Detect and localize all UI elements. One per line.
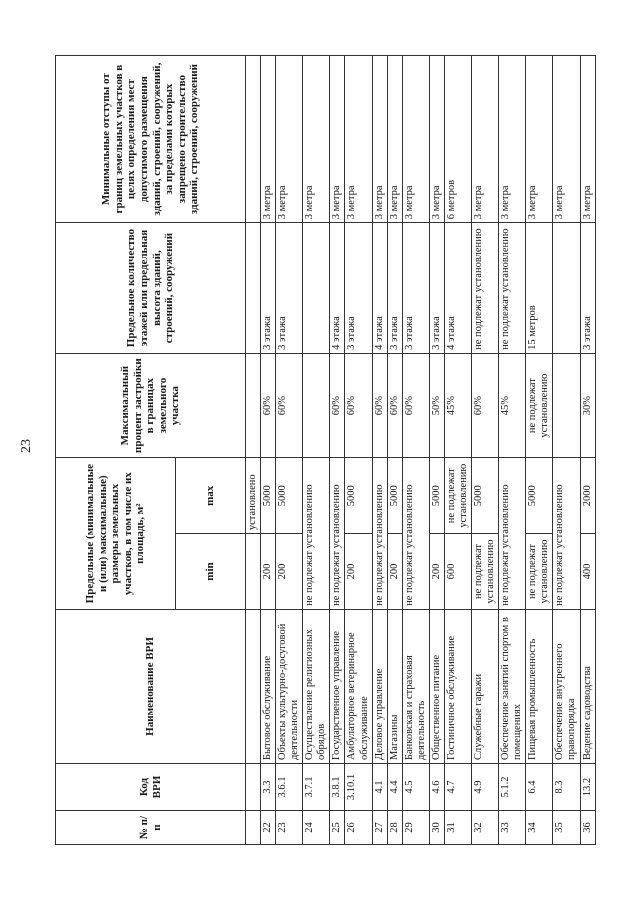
cell-name: Обеспечение внутреннего правопорядка	[553, 609, 580, 763]
cell-pct: 50%	[429, 353, 444, 458]
cell-max: 2000	[580, 458, 595, 534]
cell-code: 5.1.2	[499, 764, 526, 811]
cell-name: Служебные гаражи	[472, 609, 499, 763]
table-row-continuation	[246, 56, 261, 845]
header-size	[56, 458, 176, 610]
header-setbacks: Минимальные отступы от границ земельных участков в целях определения мест допустимого размещения зданий, строений, сооружений, за пределами которых запрещено строительство зданий, строений, сооружений	[56, 56, 246, 223]
cell-n: 33	[499, 811, 526, 845]
cell-n: 24	[303, 811, 330, 845]
cell-setback: 3 метра	[345, 56, 372, 223]
cell-floors: 3 этажа	[402, 223, 429, 354]
table-row	[499, 56, 526, 845]
cell-n: 22	[261, 811, 276, 845]
cell-n: 35	[553, 811, 580, 845]
header-floors: Предельное количество этажей или предельная высота зданий, строений, сооружений	[56, 223, 246, 354]
cell-min: 200	[429, 534, 444, 610]
table-body	[246, 56, 596, 845]
cell-floors: 3 этажа	[429, 223, 444, 354]
cell-max: 5000	[387, 458, 402, 534]
cell-floors: 3 этажа	[580, 223, 595, 354]
cell-floors: не подлежат установлению	[499, 223, 526, 354]
cell-min: не подлежат установлению	[472, 534, 499, 610]
cell-max: 5000	[429, 458, 444, 534]
table-row	[330, 56, 345, 845]
cell-minmax: не подлежат установлению	[402, 458, 429, 610]
cell-name: Гостиничное обслуживание	[444, 609, 471, 763]
page-number: 23	[19, 439, 34, 453]
cell-code: 4.5	[402, 764, 429, 811]
cell-floors: не подлежат установлению	[472, 223, 499, 354]
cell-name: Общественное питание	[429, 609, 444, 763]
cell-floors: 3 этажа	[345, 223, 372, 354]
table-row	[472, 56, 499, 845]
cell-code: 3.3	[261, 764, 276, 811]
cell-setback: 3 метра	[330, 56, 345, 223]
table-row	[526, 56, 553, 845]
cell-pct	[553, 353, 580, 458]
cell-pct: 60%	[345, 353, 372, 458]
table-row	[387, 56, 402, 845]
cell-min: 200	[387, 534, 402, 610]
cell-n: 34	[526, 811, 553, 845]
cell-setback: 3 метра	[472, 56, 499, 223]
cell-max: 5000	[276, 458, 303, 534]
cell-setback: 3 метра	[261, 56, 276, 223]
cell-n: 36	[580, 811, 595, 845]
cell-floors	[553, 223, 580, 354]
cell-setback: 3 метра	[387, 56, 402, 223]
header-name: Наименование ВРИ	[56, 609, 246, 763]
cell-floors: 3 этажа	[276, 223, 303, 354]
table-row	[553, 56, 580, 845]
vri-parameters-table	[55, 55, 596, 845]
cell-n: 31	[444, 811, 471, 845]
cell-setback: 3 метра	[303, 56, 330, 223]
cell-n: 32	[472, 811, 499, 845]
continuation-text: установлено	[246, 458, 261, 534]
cell-pct: 45%	[444, 353, 471, 458]
cell-code: 3.6.1	[276, 764, 303, 811]
cell-name: Амбулаторное ветеринарное обслуживание	[345, 609, 372, 763]
table-row	[345, 56, 372, 845]
header-code: Код ВРИ	[56, 764, 246, 811]
cell-minmax: не подлежат установлению	[499, 458, 526, 610]
cell-min: 200	[276, 534, 303, 610]
cell-n: 30	[429, 811, 444, 845]
cell-code: 4.4	[387, 764, 402, 811]
cell-name: Деловое управление	[372, 609, 387, 763]
cell-floors: 4 этажа	[372, 223, 387, 354]
header-num: № п/п	[56, 811, 246, 845]
cell-setback: 3 метра	[553, 56, 580, 223]
table-row	[276, 56, 303, 845]
cell-code: 3.7.1	[303, 764, 330, 811]
cell-code: 4.1	[372, 764, 387, 811]
table-row	[580, 56, 595, 845]
cell-n: 26	[345, 811, 372, 845]
cell-min: 600	[444, 534, 471, 610]
table-header-row	[56, 56, 176, 845]
cell-pct: не подлежат установлению	[526, 353, 553, 458]
cell-name: Обеспечение занятий спортом в помещениях	[499, 609, 526, 763]
cell-max: 5000	[261, 458, 276, 534]
cell-min: 400	[580, 534, 595, 610]
cell-max: 5000	[526, 458, 553, 534]
cell-setback: 3 метра	[429, 56, 444, 223]
table-row	[429, 56, 444, 845]
cell-name: Бытовое обслуживание	[261, 609, 276, 763]
cell-setback: 6 метров	[444, 56, 471, 223]
cell-n: 27	[372, 811, 387, 845]
cell-minmax: не подлежат установлению	[553, 458, 580, 610]
cell-minmax: не подлежат установлению	[330, 458, 345, 610]
cell-setback: 3 метра	[276, 56, 303, 223]
cell-name: Банковская и страховая деятельность	[402, 609, 429, 763]
cell-pct: 60%	[276, 353, 303, 458]
cell-n: 23	[276, 811, 303, 845]
cell-floors: 4 этажа	[330, 223, 345, 354]
cell-max: 5000	[472, 458, 499, 534]
cell-minmax: не подлежат установлению	[303, 458, 330, 610]
cell-code: 3.10.1	[345, 764, 372, 811]
header-max: max	[176, 458, 246, 534]
cell-pct: 60%	[261, 353, 276, 458]
cell-max: не подлежат установлению	[444, 458, 471, 534]
cell-name: Ведение садоводства	[580, 609, 595, 763]
cell-code: 3.8.1	[330, 764, 345, 811]
cell-pct: 60%	[402, 353, 429, 458]
cell-name: Объекты культурно-досуговой деятельности	[276, 609, 303, 763]
table-row	[303, 56, 330, 845]
cell-code: 13.2	[580, 764, 595, 811]
cell-pct: 60%	[330, 353, 345, 458]
cell-setback: 3 метра	[526, 56, 553, 223]
cell-name: Осуществление религиозных обрядов	[303, 609, 330, 763]
table-row	[372, 56, 387, 845]
cell-pct: 60%	[472, 353, 499, 458]
cell-floors	[303, 223, 330, 354]
cell-code: 6.4	[526, 764, 553, 811]
cell-pct: 60%	[387, 353, 402, 458]
cell-code: 4.9	[472, 764, 499, 811]
cell-pct: 60%	[372, 353, 387, 458]
cell-n: 25	[330, 811, 345, 845]
cell-code: 4.7	[444, 764, 471, 811]
cell-setback: 3 метра	[580, 56, 595, 223]
cell-name: Государственное управление	[330, 609, 345, 763]
cell-floors: 3 этажа	[387, 223, 402, 354]
cell-code: 8.3	[553, 764, 580, 811]
cell-min: 200	[345, 534, 372, 610]
cell-n: 29	[402, 811, 429, 845]
cell-floors: 15 метров	[526, 223, 553, 354]
cell-setback: 3 метра	[372, 56, 387, 223]
cell-name: Пищевая промышленность	[526, 609, 553, 763]
cell-min: 200	[261, 534, 276, 610]
header-min: min	[176, 534, 246, 610]
header-size-text: Предельные (минимальные и (или) максимальные) размеры земельных участков, в том числе их площадь, м²	[83, 463, 147, 604]
cell-max: 5000	[345, 458, 372, 534]
header-percent: Максимальный процент застройки в границах земельного участка	[56, 353, 246, 458]
table-row	[261, 56, 276, 845]
cell-pct: 30%	[580, 353, 595, 458]
table-row	[402, 56, 429, 845]
cell-setback: 3 метра	[499, 56, 526, 223]
cell-floors: 4 этажа	[444, 223, 471, 354]
cell-code: 4.6	[429, 764, 444, 811]
cell-pct: 45%	[499, 353, 526, 458]
table-row	[444, 56, 471, 845]
cell-min: не подлежат установлению	[526, 534, 553, 610]
cell-floors: 3 этажа	[261, 223, 276, 354]
cell-pct	[303, 353, 330, 458]
cell-minmax: не подлежат установлению	[372, 458, 387, 610]
cell-n: 28	[387, 811, 402, 845]
cell-name: Магазины	[387, 609, 402, 763]
cell-setback: 3 метра	[402, 56, 429, 223]
